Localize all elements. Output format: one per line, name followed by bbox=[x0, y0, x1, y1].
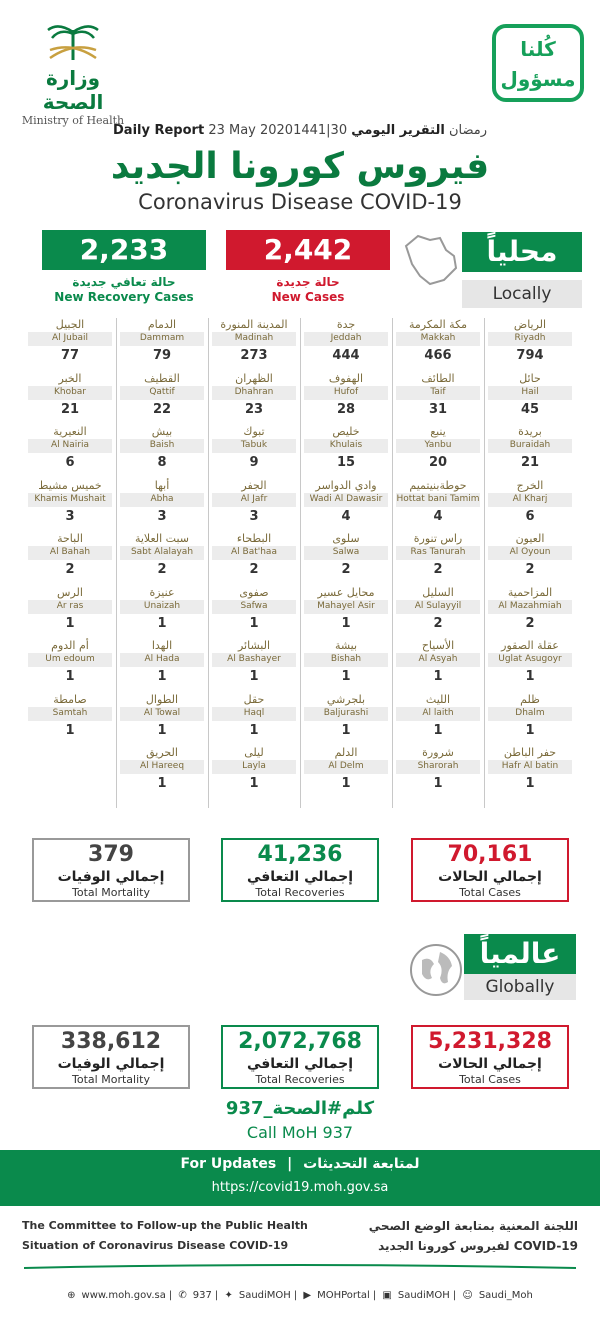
city-name-en: Salwa bbox=[304, 546, 388, 560]
city-name-ar: الجفر bbox=[241, 478, 267, 492]
city-name-ar: وادي الدواسر bbox=[315, 478, 377, 492]
city-name-ar: ظلم bbox=[520, 692, 540, 706]
city-cell bbox=[208, 693, 300, 741]
city-name-en: Abha bbox=[120, 493, 204, 507]
city-name-ar: الحريق bbox=[146, 746, 178, 759]
city-name-en: Sharorah bbox=[396, 760, 480, 774]
city-cases: 1 bbox=[341, 615, 351, 631]
city-cell bbox=[208, 532, 300, 580]
city-cases: 1 bbox=[157, 615, 167, 631]
city-name-ar: راس تنورة bbox=[413, 532, 463, 545]
city-name-ar: صامطة bbox=[53, 692, 87, 706]
city-cell bbox=[392, 532, 484, 580]
city-cell bbox=[484, 532, 576, 580]
city-name-en: Dhalm bbox=[488, 707, 572, 721]
city-cell bbox=[392, 639, 484, 687]
updates-bar bbox=[0, 1150, 600, 1206]
local-mortality-en: Total Mortality bbox=[72, 886, 150, 899]
city-cases: 79 bbox=[152, 348, 172, 363]
locally-banner-ar: محلياً bbox=[462, 232, 582, 272]
city-name-en: Al Oyoun bbox=[488, 546, 572, 560]
city-cell bbox=[392, 746, 484, 794]
city-name-en: Hail bbox=[488, 386, 572, 400]
city-cases: 2 bbox=[249, 562, 259, 577]
palm-swords-icon bbox=[38, 20, 108, 62]
city-cell bbox=[24, 639, 116, 687]
city-cases: 45 bbox=[520, 401, 540, 417]
column-divider bbox=[300, 318, 301, 808]
city-cell bbox=[484, 746, 576, 794]
city-name-ar: الدلم bbox=[334, 746, 358, 759]
global-total-mortality bbox=[32, 1025, 190, 1089]
local-mortality-ar: إجمالي الوفيات bbox=[57, 869, 165, 885]
new-recovery-value: 2,233 bbox=[42, 230, 206, 270]
city-cell bbox=[116, 639, 208, 687]
report-date: 23 May 2020 bbox=[208, 123, 294, 138]
city-name-ar: بريدة bbox=[518, 425, 542, 438]
city-cases: 1 bbox=[65, 669, 75, 684]
city-cell bbox=[208, 425, 300, 473]
city-cases: 466 bbox=[424, 348, 452, 363]
city-cell bbox=[300, 372, 392, 420]
city-name-en: Al Kharj bbox=[488, 493, 572, 507]
city-name-en: Unaizah bbox=[120, 600, 204, 614]
report-en: Daily Report bbox=[113, 123, 205, 138]
city-name-en: Sabt Alalayah bbox=[120, 546, 204, 560]
city-name-ar: الأسياح bbox=[421, 639, 455, 652]
city-name-en: Mahayel Asir bbox=[304, 600, 388, 614]
city-cell bbox=[300, 479, 392, 527]
city-name-ar: خليص bbox=[332, 425, 360, 438]
updates-url[interactable]: https://covid19.moh.gov.sa bbox=[211, 1180, 389, 1195]
moh-name-ar: وزارة الصحة bbox=[42, 66, 104, 114]
city-cell bbox=[392, 693, 484, 741]
moh-name-en: Ministry of Health bbox=[21, 114, 125, 127]
city-name-en: Um edoum bbox=[28, 653, 112, 667]
city-name-ar: العيون bbox=[515, 532, 545, 545]
footer-site[interactable]: www.moh.gov.sa bbox=[81, 1290, 166, 1301]
city-cases: 6 bbox=[65, 455, 75, 470]
city-cell bbox=[24, 425, 116, 473]
city-cell bbox=[392, 318, 484, 366]
city-name-ar: أم الدوم bbox=[51, 639, 89, 652]
city-cell bbox=[484, 425, 576, 473]
city-name-en: Layla bbox=[212, 760, 296, 774]
city-cell bbox=[24, 318, 116, 366]
city-name-en: Al Hareeq bbox=[120, 760, 204, 774]
city-name-en: Al Asyah bbox=[396, 653, 480, 667]
global-recoveries-en: Total Recoveries bbox=[255, 1073, 345, 1086]
city-name-ar: شرورة bbox=[422, 746, 454, 759]
city-name-ar: البشائر bbox=[237, 639, 271, 652]
city-cell bbox=[24, 532, 116, 580]
city-cell bbox=[300, 318, 392, 366]
city-name-ar: عقلة الصقور bbox=[501, 639, 559, 652]
city-cases: 15 bbox=[336, 455, 356, 470]
city-name-ar: سلوى bbox=[332, 532, 360, 545]
city-cell bbox=[208, 318, 300, 366]
phone-icon: ✆ bbox=[178, 1290, 187, 1301]
global-cases-en: Total Cases bbox=[459, 1073, 521, 1086]
city-name-en: Buraidah bbox=[488, 439, 572, 453]
new-recovery-ar: حالة تعافي جديدة bbox=[72, 275, 176, 289]
city-name-ar: ينبع bbox=[430, 425, 446, 438]
city-cell bbox=[208, 479, 300, 527]
city-name-ar: الرياض bbox=[513, 318, 547, 331]
globe-icon bbox=[408, 942, 464, 998]
city-cell bbox=[392, 425, 484, 473]
local-recoveries-ar: إجمالي التعافي bbox=[246, 869, 354, 885]
twitter-icon: ✦ bbox=[224, 1290, 233, 1301]
city-name-ar: الطائف bbox=[421, 371, 455, 385]
city-name-en: Khamis Mushait bbox=[28, 493, 112, 507]
global-recoveries-value: 2,072,768 bbox=[238, 1029, 362, 1054]
city-cell bbox=[300, 639, 392, 687]
city-name-ar: الطوال bbox=[145, 692, 179, 706]
city-cases: 273 bbox=[240, 348, 268, 363]
city-cases: 1 bbox=[249, 722, 259, 738]
city-cell bbox=[484, 372, 576, 420]
city-name-en: Tabuk bbox=[212, 439, 296, 453]
global-cases-value: 5,231,328 bbox=[428, 1029, 552, 1054]
city-cases: 6 bbox=[525, 508, 535, 524]
city-cell bbox=[208, 746, 300, 794]
city-cell bbox=[484, 693, 576, 741]
slogan-line2: مسؤول bbox=[500, 67, 576, 91]
city-cell bbox=[116, 746, 208, 794]
city-cases: 2 bbox=[341, 562, 351, 577]
city-cases: 1 bbox=[525, 776, 535, 791]
city-name-en: Safwa bbox=[212, 600, 296, 614]
city-cases: 23 bbox=[244, 401, 264, 417]
city-cases: 2 bbox=[433, 615, 443, 631]
city-cell bbox=[24, 586, 116, 634]
snapchat-icon: ☺ bbox=[462, 1290, 473, 1301]
city-cell bbox=[24, 693, 116, 741]
city-cell bbox=[208, 586, 300, 634]
city-cell bbox=[208, 639, 300, 687]
committee-ar-line1: اللجنة المعنية بمتابعة الوضع الصحي bbox=[368, 1219, 578, 1233]
city-name-en: Al Jafr bbox=[212, 493, 296, 507]
city-name-en: Wadi Al Dawasir bbox=[304, 493, 388, 507]
footer-phone[interactable]: 937 bbox=[192, 1290, 212, 1301]
city-cases: 1 bbox=[157, 722, 167, 738]
city-name-ar: الدمام bbox=[147, 318, 177, 331]
city-cases: 1 bbox=[341, 776, 351, 791]
city-cases: 3 bbox=[157, 508, 167, 524]
city-cases: 1 bbox=[65, 615, 75, 631]
city-cases: 1 bbox=[433, 722, 443, 738]
city-name-en: Al Sulayyil bbox=[396, 600, 480, 614]
city-cell bbox=[300, 425, 392, 473]
city-cases: 1 bbox=[249, 669, 259, 684]
city-name-ar: الظهران bbox=[235, 371, 273, 385]
city-cell bbox=[24, 479, 116, 527]
city-name-en: Khobar bbox=[28, 386, 112, 400]
city-name-en: Hufof bbox=[304, 386, 388, 400]
city-cases: 21 bbox=[520, 455, 540, 470]
city-name-en: Uglat Asugoyr bbox=[488, 653, 572, 667]
new-cases-label bbox=[226, 275, 390, 305]
committee-en-line2: Situation of Coronavirus Disease COVID-19 bbox=[22, 1239, 289, 1252]
column-divider bbox=[484, 318, 485, 808]
footer-snapchat[interactable]: Saudi_Moh bbox=[478, 1290, 533, 1301]
city-cases: 9 bbox=[249, 455, 259, 470]
city-name-en: Al Mazahmiah bbox=[488, 600, 572, 614]
city-name-ar: حفر الباطن bbox=[503, 746, 557, 759]
youtube-icon: ▶ bbox=[303, 1290, 312, 1301]
city-cases: 2 bbox=[433, 562, 443, 577]
city-cell bbox=[116, 425, 208, 473]
global-total-recoveries bbox=[221, 1025, 379, 1089]
city-cell bbox=[392, 372, 484, 420]
city-name-en: Qattif bbox=[120, 386, 204, 400]
report-hijri: 1441|30 رمضان bbox=[293, 123, 487, 138]
city-cell bbox=[116, 532, 208, 580]
city-name-en: Jeddah bbox=[304, 332, 388, 346]
city-cases: 1 bbox=[525, 669, 535, 684]
city-name-en: Baljurashi bbox=[304, 707, 388, 721]
city-name-en: Al laith bbox=[396, 707, 480, 721]
city-name-en: Dammam bbox=[120, 332, 204, 346]
city-name-en: Bishah bbox=[304, 653, 388, 667]
city-name-ar: محايل عسير bbox=[317, 585, 375, 599]
report-line bbox=[0, 123, 600, 138]
city-cell bbox=[484, 479, 576, 527]
call-moh: Call MoH 937 bbox=[246, 1123, 354, 1142]
city-cases: 3 bbox=[249, 508, 259, 524]
new-recovery-en: New Recovery Cases bbox=[54, 290, 194, 304]
new-cases-value: 2,442 bbox=[226, 230, 390, 270]
report-ar: التقرير اليومي bbox=[351, 123, 445, 138]
city-cases: 31 bbox=[428, 401, 448, 417]
city-name-ar: القطيف bbox=[144, 371, 180, 385]
city-cell bbox=[300, 532, 392, 580]
city-name-en: Baish bbox=[120, 439, 204, 453]
global-recoveries-ar: إجمالي التعافي bbox=[246, 1056, 354, 1072]
city-name-ar: الخبر bbox=[58, 371, 82, 385]
globally-banner-ar: عالمياً bbox=[464, 934, 576, 974]
city-name-ar: حائل bbox=[519, 371, 541, 385]
city-name-ar: الجبيل bbox=[55, 318, 85, 331]
city-name-en: Al Bashayer bbox=[212, 653, 296, 667]
locally-banner-en: Locally bbox=[462, 280, 582, 308]
slogan-badge bbox=[492, 24, 584, 102]
city-name-en: Taif bbox=[396, 386, 480, 400]
city-name-ar: سبت العلاية bbox=[134, 532, 190, 545]
city-cases: 1 bbox=[341, 669, 351, 684]
city-cases: 2 bbox=[525, 562, 535, 577]
city-cases: 77 bbox=[60, 348, 80, 363]
committee-ar-line2: لفيروس كورونا الجديد COVID-19 bbox=[378, 1239, 578, 1253]
city-name-en: Hottat bani Tamim bbox=[396, 493, 480, 507]
new-cases-ar: حالة جديدة bbox=[276, 275, 340, 289]
city-name-en: Al Towal bbox=[120, 707, 204, 721]
footer-links: ⊕ www.moh.gov.sa | ✆ 937 | ✦ SaudiMOH | ▶ MOHPortal | ▣ SaudiMOH | ☺ Saudi_Moh bbox=[67, 1290, 533, 1301]
city-name-ar: حقل bbox=[243, 692, 265, 706]
city-cases: 8 bbox=[157, 455, 167, 470]
city-name-ar: خميس مشيط bbox=[38, 478, 102, 492]
city-name-ar: السليل bbox=[422, 585, 454, 599]
city-name-en: Al Hada bbox=[120, 653, 204, 667]
city-name-en: Samtah bbox=[28, 707, 112, 721]
city-cell bbox=[484, 318, 576, 366]
city-cases: 1 bbox=[341, 722, 351, 738]
city-name-ar: الباحة bbox=[57, 532, 83, 545]
title-en: Coronavirus Disease COVID-19 bbox=[138, 190, 462, 214]
footer-portal[interactable]: MOHPortal bbox=[317, 1290, 370, 1301]
city-cell bbox=[24, 372, 116, 420]
city-name-ar: المزاحمية bbox=[507, 585, 553, 599]
local-total-mortality bbox=[32, 838, 190, 902]
local-cases-ar: إجمالي الحالات bbox=[438, 869, 542, 885]
divider-swoosh bbox=[24, 1262, 576, 1272]
city-name-ar: جدة bbox=[336, 318, 356, 331]
city-cell bbox=[116, 318, 208, 366]
city-cases: 2 bbox=[525, 615, 535, 631]
city-cell bbox=[484, 639, 576, 687]
city-cases: 1 bbox=[249, 615, 259, 631]
city-cases: 2 bbox=[157, 562, 167, 577]
city-name-en: Makkah bbox=[396, 332, 480, 346]
city-name-en: Ras Tanurah bbox=[396, 546, 480, 560]
city-name-ar: تبوك bbox=[243, 425, 265, 438]
city-cell bbox=[300, 586, 392, 634]
city-name-ar: الخرج bbox=[516, 478, 544, 492]
city-name-ar: النعيرية bbox=[53, 425, 87, 438]
local-recoveries-value: 41,236 bbox=[257, 842, 343, 867]
local-total-recoveries bbox=[221, 838, 379, 902]
committee-en bbox=[22, 1216, 312, 1256]
global-cases-ar: إجمالي الحالات bbox=[438, 1056, 542, 1072]
city-cell bbox=[116, 586, 208, 634]
city-name-en: Al Delm bbox=[304, 760, 388, 774]
city-name-en: Dhahran bbox=[212, 386, 296, 400]
title-ar: فيروس كورونا الجديد bbox=[110, 146, 490, 187]
city-cases: 1 bbox=[65, 722, 75, 738]
city-name-ar: صفوى bbox=[239, 585, 269, 599]
local-cases-value: 70,161 bbox=[447, 842, 533, 867]
city-cell bbox=[116, 479, 208, 527]
city-name-ar: أبها bbox=[154, 478, 170, 492]
updates-en: For Updates bbox=[180, 1156, 277, 1172]
column-divider bbox=[116, 318, 117, 808]
city-cases: 2 bbox=[65, 562, 75, 577]
updates-heading: For Updates | لمتابعة التحديثات bbox=[180, 1156, 420, 1172]
city-cell bbox=[300, 746, 392, 794]
web-icon: ⊕ bbox=[67, 1290, 76, 1301]
committee-ar bbox=[298, 1216, 578, 1256]
city-name-en: Al Bahah bbox=[28, 546, 112, 560]
city-cell bbox=[392, 586, 484, 634]
global-mortality-ar: إجمالي الوفيات bbox=[57, 1056, 165, 1072]
local-cases-en: Total Cases bbox=[459, 886, 521, 899]
city-cases: 1 bbox=[525, 722, 535, 738]
city-name-ar: حوطةبنيتميم bbox=[409, 478, 467, 492]
city-cases: 3 bbox=[65, 508, 75, 524]
city-cases: 794 bbox=[516, 348, 544, 363]
new-cases-en: New Cases bbox=[271, 290, 345, 304]
city-name-en: Riyadh bbox=[488, 332, 572, 346]
city-cases: 1 bbox=[433, 776, 443, 791]
city-name-en: Al Jubail bbox=[28, 332, 112, 346]
global-mortality-en: Total Mortality bbox=[72, 1073, 150, 1086]
city-cases: 4 bbox=[341, 508, 351, 524]
city-name-ar: بلجرشي bbox=[326, 692, 366, 706]
city-name-en: Ar ras bbox=[28, 600, 112, 614]
footer-facebook[interactable]: SaudiMOH bbox=[397, 1290, 450, 1301]
local-recoveries-en: Total Recoveries bbox=[255, 886, 345, 899]
city-name-en: Madinah bbox=[212, 332, 296, 346]
city-name-ar: الرس bbox=[57, 585, 83, 599]
city-name-en: Yanbu bbox=[396, 439, 480, 453]
city-cases: 28 bbox=[336, 401, 356, 417]
city-name-ar: الليث bbox=[425, 692, 451, 706]
saudi-map-icon bbox=[400, 230, 460, 290]
column-divider bbox=[392, 318, 393, 808]
local-total-cases bbox=[411, 838, 569, 902]
city-cell bbox=[484, 586, 576, 634]
city-cases: 21 bbox=[60, 401, 80, 417]
city-cell bbox=[300, 693, 392, 741]
city-cell bbox=[208, 372, 300, 420]
city-cases: 22 bbox=[152, 401, 172, 417]
global-total-cases bbox=[411, 1025, 569, 1089]
column-divider bbox=[208, 318, 209, 808]
city-name-en: Khulais bbox=[304, 439, 388, 453]
city-name-en: Hafr Al batin bbox=[488, 760, 572, 774]
city-name-ar: عنيزة bbox=[149, 585, 175, 599]
committee-en-line1: The Committee to Follow-up the Public Health bbox=[22, 1219, 308, 1232]
city-cases: 1 bbox=[157, 776, 167, 791]
city-name-ar: ليلى bbox=[244, 746, 264, 759]
footer-twitter[interactable]: SaudiMOH bbox=[238, 1290, 291, 1301]
city-name-ar: مكة المكرمة bbox=[408, 318, 468, 331]
city-cases: 1 bbox=[249, 776, 259, 791]
city-cell bbox=[392, 479, 484, 527]
city-name-ar: المدينة المنورة bbox=[220, 318, 288, 331]
city-name-ar: الهفوف bbox=[328, 371, 364, 385]
globally-banner-en: Globally bbox=[464, 974, 576, 1000]
city-cases: 1 bbox=[433, 669, 443, 684]
moh-logo bbox=[18, 20, 128, 127]
city-cases: 444 bbox=[332, 348, 360, 363]
city-name-en: Haql bbox=[212, 707, 296, 721]
city-name-en: Al Nairia bbox=[28, 439, 112, 453]
city-name-ar: بيش bbox=[151, 425, 173, 438]
new-recovery-label bbox=[42, 275, 206, 305]
city-name-ar: الهدا bbox=[151, 639, 173, 652]
city-cases: 1 bbox=[157, 669, 167, 684]
city-cases: 4 bbox=[433, 508, 443, 524]
city-cell bbox=[116, 693, 208, 741]
city-name-en: Al Bat'haa bbox=[212, 546, 296, 560]
global-mortality-value: 338,612 bbox=[60, 1029, 162, 1054]
updates-ar: لمتابعة التحديثات bbox=[303, 1156, 420, 1172]
city-cell bbox=[116, 372, 208, 420]
city-cases: 20 bbox=[428, 455, 448, 470]
city-name-ar: البطحاء bbox=[236, 532, 272, 545]
local-mortality-value: 379 bbox=[88, 842, 134, 867]
facebook-icon: ▣ bbox=[382, 1290, 392, 1301]
call-hashtag: كلم#الصحة_937 bbox=[225, 1098, 375, 1119]
slogan-line1: كُلنا bbox=[520, 37, 556, 61]
city-name-ar: بيشة bbox=[334, 639, 358, 652]
cities-grid bbox=[24, 318, 576, 808]
